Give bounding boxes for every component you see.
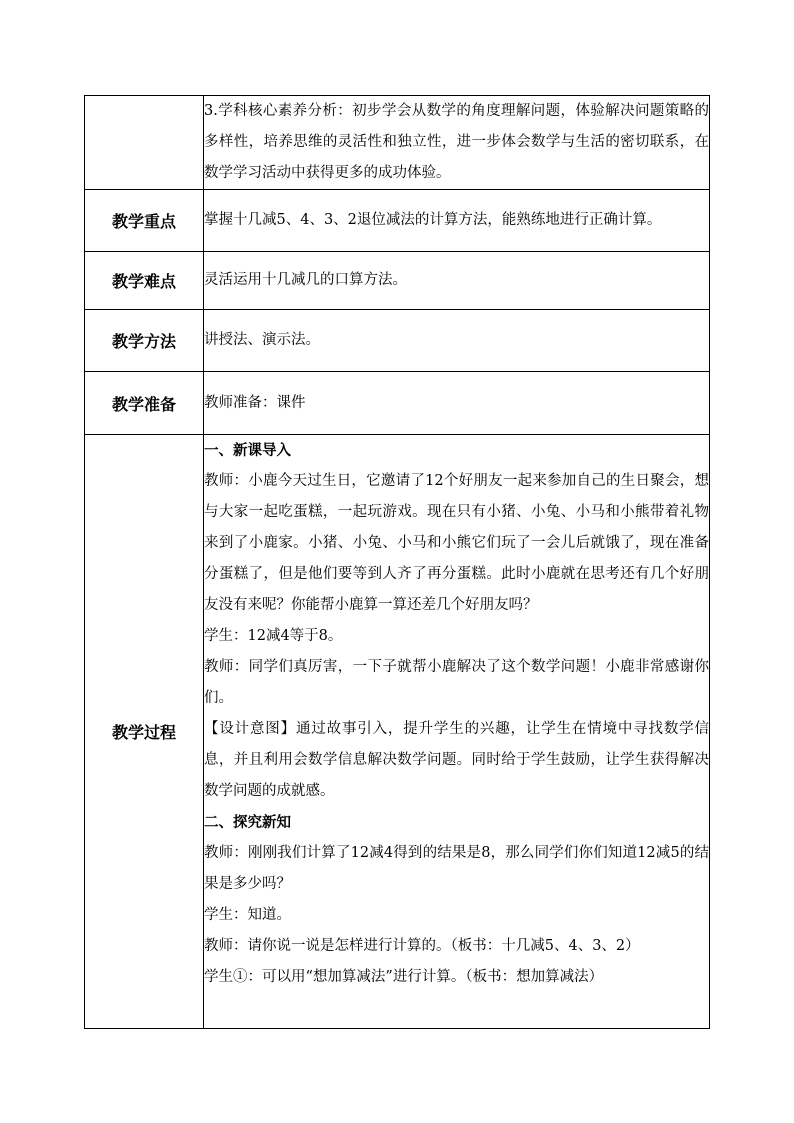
difficulties-label: 教学难点 [85,252,204,310]
methods-content: 讲授法、演示法。 [204,310,710,372]
section-title-explore: 二、探究新知 [204,814,291,831]
design-intent-paragraph: 【设计意图】通过故事引入，提升学生的兴趣，让学生在情境中寻找数学信息，并且利用会数学信息解决数学问题。同时给于学生鼓励，让学生获得解决数学问题的成就感。 [204,721,709,799]
core-literacy-row [85,96,710,190]
core-literacy-content [204,96,710,190]
process-label: 教学过程 [85,435,204,1029]
difficulties-content: 灵活运用十几减几的口算方法。 [204,252,710,310]
key-points-label: 教学重点 [85,190,204,252]
paragraph: 学生：知道。 [204,907,291,923]
methods-label: 教学方法 [85,310,204,372]
paragraph: 学生①：可以用“想加算减法”进行计算。（板书：想加算减法） [204,969,604,985]
preparation-content: 教师准备：课件 [204,372,710,435]
key-points-content: 掌握十几减5、4、3、2退位减法的计算方法，能熟练地进行正确计算。 [204,190,710,252]
paragraph: 教师：请你说一说是怎样进行计算的。（板书：十几减5、4、3、2） [204,938,640,954]
lesson-plan-table [84,95,710,1029]
preparation-row [85,372,710,435]
section-title-intro: 一、新课导入 [204,442,291,459]
key-points-row [85,190,710,252]
core-literacy-label [85,96,204,190]
core-literacy-text: 3.学科核心素养分析：初步学会从数学的角度理解问题，体验解决问题策略的多样性，培养思维的灵活性和独立性，进一步体会数学与生活的密切联系，在数学学习活动中获得更多的成功体验。 [204,103,709,181]
paragraph: 教师：刚刚我们计算了12减4得到的结果是8，那么同学们你们知道12减5的结果是多少吗？ [204,845,709,892]
methods-row [85,310,710,372]
paragraph: 教师：小鹿今天过生日，它邀请了12个好朋友一起来参加自己的生日聚会，想与大家一起吃蛋糕，一起玩游戏。现在只有小猪、小兔、小马和小熊带着礼物来到了小鹿家。小猪、小兔、小马和小熊它们玩了一会儿后就饿了，现在准备分蛋糕了，但是他们要等到人齐了再分蛋糕。此时小鹿就在思考还有几个好朋友没有来呢？你能帮小鹿算一算还差几个好朋友吗？ [204,473,709,613]
paragraph: 教师：同学们真厉害，一下子就帮小鹿解决了这个数学问题！小鹿非常感谢你们。 [204,659,709,706]
difficulties-row [85,252,710,310]
process-row [85,435,710,1029]
preparation-label: 教学准备 [85,372,204,435]
process-content [204,435,710,1029]
paragraph: 学生：12减4等于8。 [204,628,343,644]
